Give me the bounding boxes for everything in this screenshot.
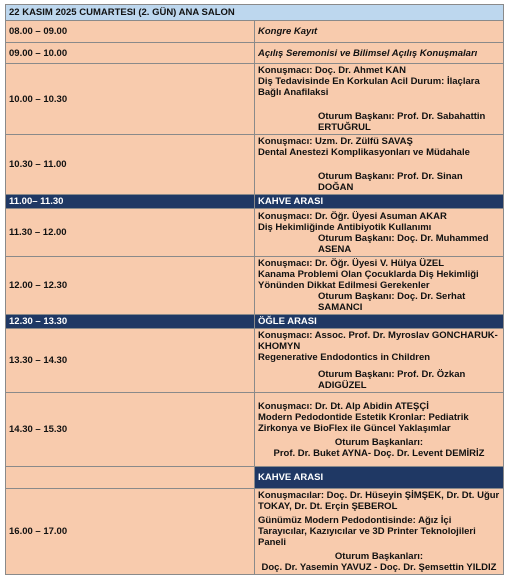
time-cell: 12.00 – 12.30	[6, 257, 255, 315]
schedule-header-row	[6, 5, 504, 21]
topic-line: Modern Pedodontide Estetik Kronlar: Pediatrik Zirkonya ve BioFlex ile Güncel Yaklaşımlar	[258, 411, 469, 434]
speaker-line: Konuşmacılar: Doç. Dr. Hüseyin ŞİMŞEK, Dr. Dt. Uğur TOKAY, Dr. Dt. Erçin ŞEBEROL	[258, 490, 500, 512]
session-cell	[255, 329, 504, 393]
time-cell: 12.30 – 13.30	[6, 315, 255, 329]
break-row	[6, 315, 504, 329]
chair-names: Prof. Dr. Buket AYNA- Doç. Dr. Levent DEMİRİZ	[273, 447, 485, 459]
table-row	[6, 257, 504, 315]
chair-names: Doç. Dr. Yasemin YAVUZ - Doç. Dr. Şemsettin YILDIZ	[261, 562, 497, 573]
speaker-line: Konuşmacı: Doç. Dr. Ahmet KAN	[258, 65, 406, 76]
table-row	[6, 209, 504, 257]
session-cell	[255, 135, 504, 195]
session-title: Kongre Kayıt	[255, 21, 504, 43]
chair-line: Oturum Başkanı: Prof. Dr. Sinan DOĞAN	[318, 171, 463, 193]
time-cell: 08.00 – 09.00	[6, 21, 255, 43]
topic-line: Kanama Problemi Olan Çocuklarda Diş Hekimliği Yönünden Dikkat Edilmesi Gerekenler	[258, 269, 479, 291]
time-cell: 13.30 – 14.30	[6, 329, 255, 393]
break-title: KAHVE ARASI	[255, 467, 504, 489]
session-cell	[255, 489, 504, 575]
chair-line: Oturum Başkanı: Prof. Dr. Özkan ADIGÜZEL	[318, 369, 466, 391]
break-row	[6, 195, 504, 209]
schedule-table	[5, 4, 504, 575]
topic-line: Diş Hekimliğinde Antibiyotik Kullanımı	[258, 221, 432, 233]
time-cell: 14.30 – 15.30	[6, 393, 255, 467]
time-cell: 11.00– 11.30	[6, 195, 255, 209]
table-row	[6, 135, 504, 195]
speaker-line: Konuşmacı: Dr. Dt. Alp Abidin ATEŞÇİ	[258, 400, 429, 412]
table-row	[6, 64, 504, 135]
speaker-line: Konuşmacı: Assoc. Prof. Dr. Myroslav GONCHARUK-KHOMYN	[258, 330, 498, 352]
chair-line: Oturum Başkanı: Doç. Dr. Muhammed ASENA	[318, 232, 489, 255]
table-row	[6, 21, 504, 43]
time-cell: 10.00 – 10.30	[6, 64, 255, 135]
time-cell: 16.00 – 17.00	[6, 489, 255, 575]
break-title: KAHVE ARASI	[255, 195, 504, 209]
session-title: Açılış Seremonisi ve Bilimsel Açılış Konuşmaları	[255, 43, 504, 64]
session-cell	[255, 64, 504, 135]
table-row	[6, 329, 504, 393]
time-cell: 09.00 – 10.00	[6, 43, 255, 64]
session-cell	[255, 257, 504, 315]
chair-line: Oturum Başkanı: Doç. Dr. Serhat SAMANCI	[318, 291, 466, 313]
table-row	[6, 489, 504, 575]
time-cell: 10.30 – 11.00	[6, 135, 255, 195]
speaker-line: Konuşmacı: Uzm. Dr. Zülfü SAVAŞ	[258, 136, 413, 147]
schedule-title: 22 KASIM 2025 CUMARTESI (2. GÜN) ANA SALON	[6, 5, 504, 21]
break-title: ÖĞLE ARASI	[255, 315, 504, 329]
session-cell	[255, 209, 504, 257]
table-row	[6, 393, 504, 467]
break-row	[6, 467, 504, 489]
chair-label: Oturum Başkanları:	[334, 436, 424, 448]
topic-line: Regenerative Endodontics in Children	[258, 352, 431, 363]
chair-line: Oturum Başkanı: Prof. Dr. Sabahattin ERTUĞRUL	[318, 111, 486, 133]
session-cell	[255, 393, 504, 467]
speaker-line: Konuşmacı: Dr. Öğr. Üyesi V. Hülya ÜZEL	[258, 258, 445, 269]
table-row	[6, 43, 504, 64]
topic-line: Günümüz Modern Pedodontisinde: Ağız İçi Tarayıcılar, Kazıyıcılar ve 3D Printer Teknolojileri Paneli	[258, 515, 476, 548]
chair-label: Oturum Başkanları:	[334, 551, 424, 562]
time-cell	[6, 467, 255, 489]
time-cell: 11.30 – 12.00	[6, 209, 255, 257]
topic-line: Diş Tedavisinde En Korkulan Acil Durum: İlaçlara Bağlı Anafilaksi	[258, 76, 480, 98]
topic-line: Dental Anestezi Komplikasyonları ve Müdahale	[258, 147, 470, 158]
speaker-line: Konuşmacı: Dr. Öğr. Üyesi Asuman AKAR	[258, 210, 447, 222]
